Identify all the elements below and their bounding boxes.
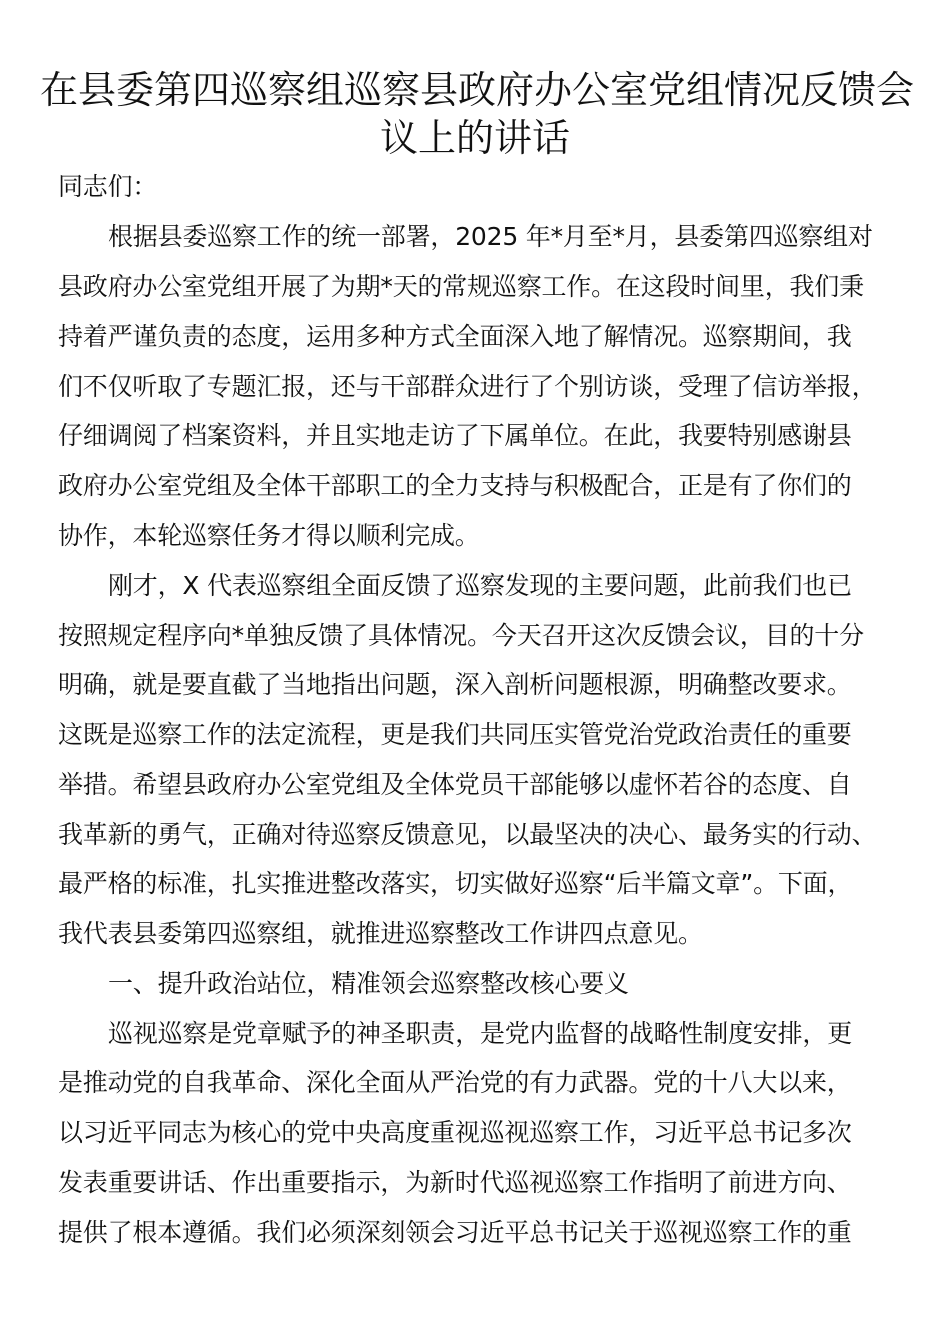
paragraph-2-line: 刚才，X 代表巡察组全面反馈了巡察发现的主要问题，此前我们也已 xyxy=(108,571,852,600)
paragraph-2-line: 我代表县委第四巡察组，就推进巡察整改工作讲四点意见。 xyxy=(58,919,703,948)
paragraph-2-line: 最严格的标准，扎实推进整改落实，切实做好巡察“后半篇文章”。下面， xyxy=(58,869,853,898)
document-title-line-1: 在县委第四巡察组巡察县政府办公室党组情况反馈会 xyxy=(40,68,915,112)
paragraph-1-line: 们不仅听取了专题汇报，还与干部群众进行了个别访谈，受理了信访举报， xyxy=(58,372,877,401)
paragraph-2-line: 这既是巡察工作的法定流程，更是我们共同压实管党治党政治责任的重要 xyxy=(58,720,852,749)
paragraph-2-line: 按照规定程序向*单独反馈了具体情况。今天召开这次反馈会议，目的十分 xyxy=(58,621,864,650)
salutation: 同志们： xyxy=(58,172,158,201)
paragraph-1-line: 县政府办公室党组开展了为期*天的常规巡察工作。在这段时间里，我们秉 xyxy=(58,272,864,301)
paragraph-1-line: 政府办公室党组及全体干部职工的全力支持与积极配合，正是有了你们的 xyxy=(58,471,852,500)
section-paragraph-line: 提供了根本遵循。我们必须深刻领会习近平总书记关于巡视巡察工作的重 xyxy=(58,1218,852,1247)
section-paragraph-line: 发表重要讲话、作出重要指示，为新时代巡视巡察工作指明了前进方向、 xyxy=(58,1168,852,1197)
section-paragraph-line: 是推动党的自我革命、深化全面从严治党的有力武器。党的十八大以来， xyxy=(58,1068,852,1097)
paragraph-1-line: 根据县委巡察工作的统一部署，2025 年*月至*月，县委第四巡察组对 xyxy=(108,222,873,251)
document-title-line-2: 议上的讲话 xyxy=(379,116,570,160)
paragraph-2-line: 明确，就是要直截了当地指出问题，深入剖析问题根源，明确整改要求。 xyxy=(58,670,852,699)
paragraph-2-line: 我革新的勇气，正确对待巡察反馈意见，以最坚决的决心、最务实的行动、 xyxy=(58,820,877,849)
paragraph-1-line: 协作，本轮巡察任务才得以顺利完成。 xyxy=(58,521,480,550)
paragraph-2-line: 举措。希望县政府办公室党组及全体党员干部能够以虚怀若谷的态度、自 xyxy=(58,770,852,799)
paragraph-1-line: 持着严谨负责的态度，运用多种方式全面深入地了解情况。巡察期间，我 xyxy=(58,322,852,351)
section-heading: 一、提升政治站位，精准领会巡察整改核心要义 xyxy=(108,969,629,998)
section-paragraph-line: 巡视巡察是党章赋予的神圣职责，是党内监督的战略性制度安排，更 xyxy=(108,1019,853,1048)
section-paragraph-line: 以习近平同志为核心的党中央高度重视巡视巡察工作，习近平总书记多次 xyxy=(58,1118,852,1147)
paragraph-1-line: 仔细调阅了档案资料，并且实地走访了下属单位。在此，我要特别感谢县 xyxy=(58,421,852,450)
